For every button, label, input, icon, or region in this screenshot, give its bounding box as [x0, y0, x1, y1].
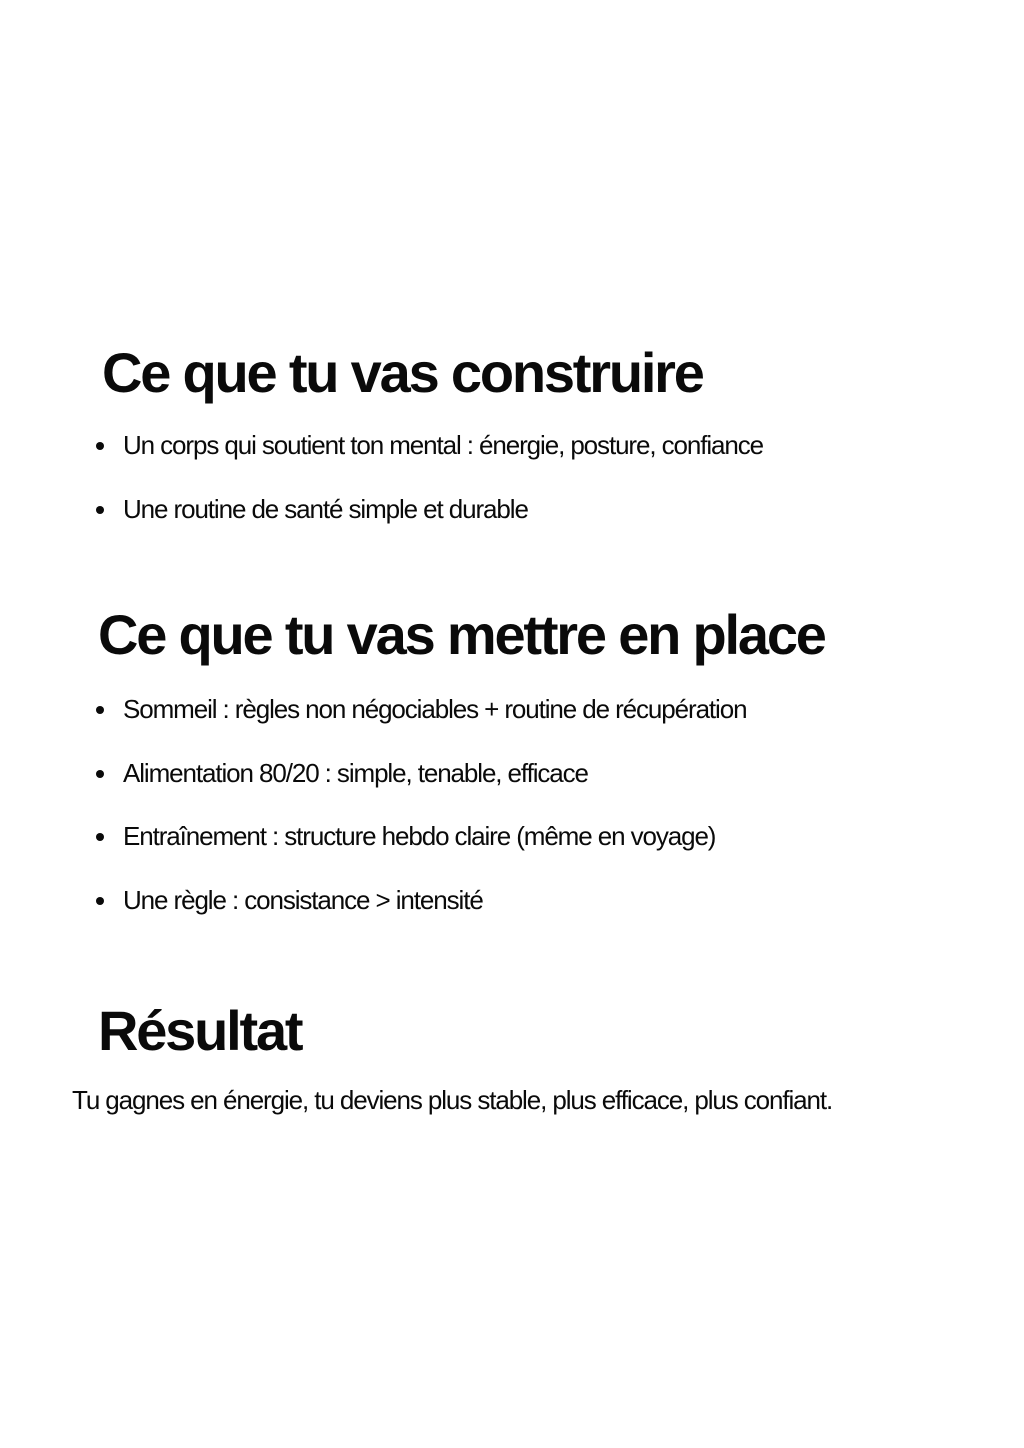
bullet-icon: [96, 897, 104, 905]
list-item: [123, 493, 763, 557]
construire-list: [123, 429, 763, 556]
bullet-icon: [96, 442, 104, 450]
list-item: [123, 429, 763, 493]
bullet-icon: [96, 833, 104, 841]
list-item: [123, 757, 746, 821]
list-item: [123, 820, 746, 884]
list-item-text: Alimentation 80/20 : simple, tenable, efficace: [123, 757, 588, 788]
bullet-icon: [96, 706, 104, 714]
section-heading-resultat: Résultat: [98, 999, 302, 1062]
resultat-text: Tu gagnes en énergie, tu deviens plus stable, plus efficace, plus confiant.: [72, 1085, 833, 1115]
list-item-text: Un corps qui soutient ton mental : énergie, posture, confiance: [123, 430, 763, 460]
bullet-icon: [96, 506, 104, 514]
section-heading-construire: Ce que tu vas construire: [102, 341, 703, 404]
list-item-text: Sommeil : règles non négociables + routine de récupération: [123, 694, 747, 724]
list-item-text: Une règle : consistance > intensité: [123, 884, 483, 915]
bullet-icon: [96, 770, 104, 778]
list-item: [123, 693, 746, 757]
list-item: [123, 884, 746, 948]
list-item-text: Entraînement : structure hebdo claire (même en voyage): [123, 821, 716, 851]
list-item-text: Une routine de santé simple et durable: [123, 493, 528, 524]
section-heading-mettre-en-place: Ce que tu vas mettre en place: [98, 603, 825, 666]
mettre-en-place-list: [123, 693, 746, 947]
